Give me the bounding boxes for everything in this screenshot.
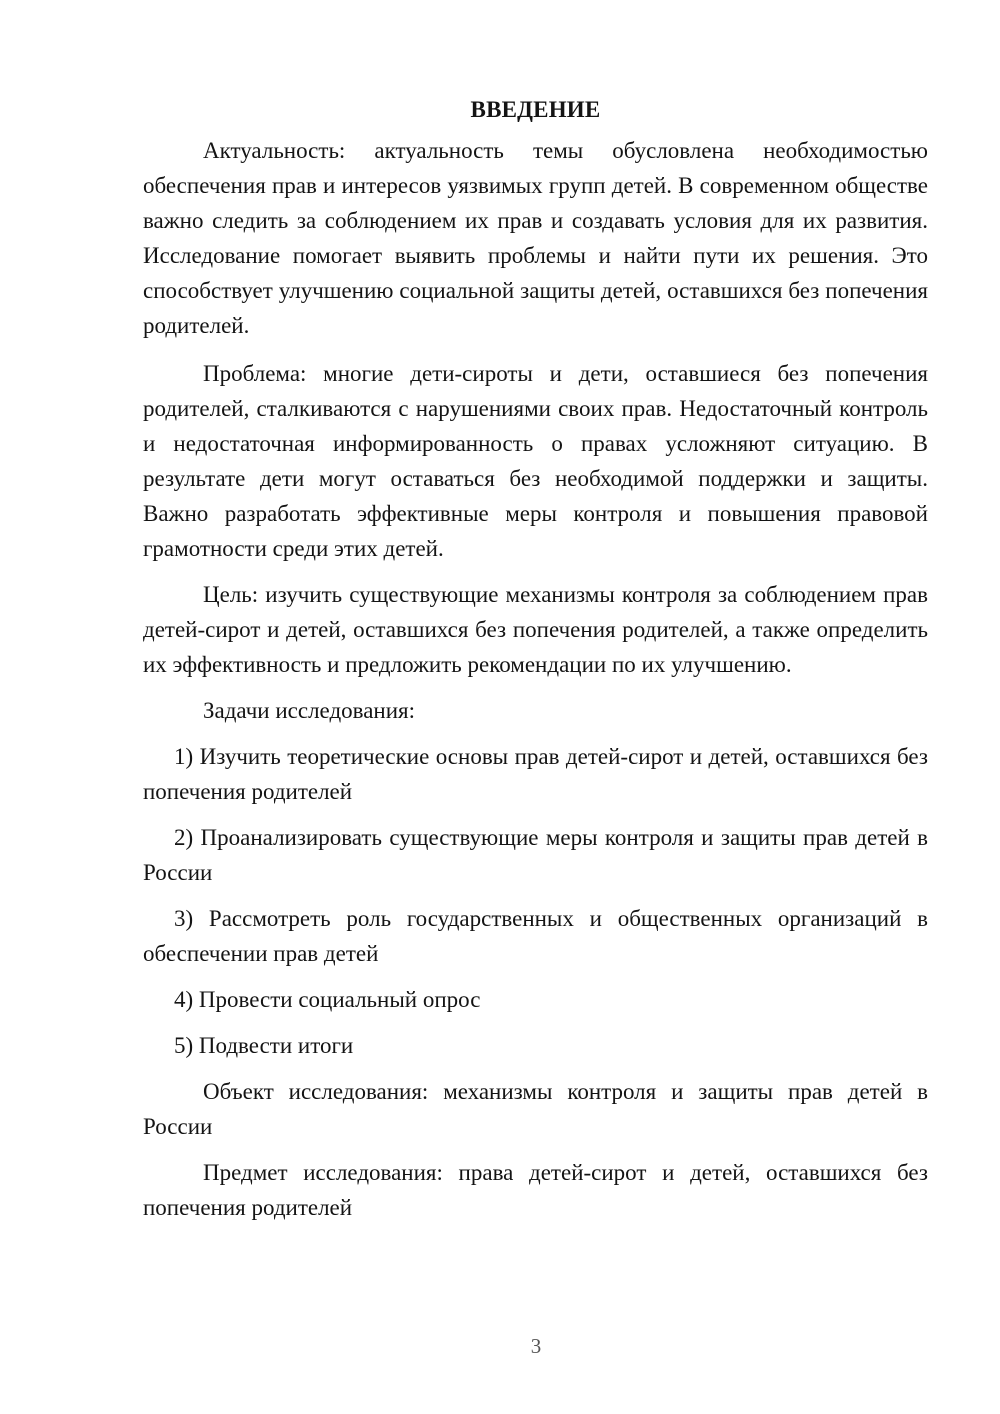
page-title: ВВЕДЕНИЕ [470,97,601,122]
goal-paragraph: Цель: изучить существующие механизмы контроля за соблюдением прав детей-сирот и детей, оставшихся без попечения родителей, а также определить их эффективность и предложить рекомендации по их улучшению. [143,582,928,677]
object-paragraph: Объект исследования: механизмы контроля и защиты прав детей в России [143,1079,928,1139]
tasks-heading: Задачи исследования: [203,698,416,723]
subject-paragraph: Предмет исследования: права детей-сирот и детей, оставшихся без попечения родителей [143,1160,928,1220]
task-item: 5) Подвести итоги [174,1033,354,1058]
relevance-paragraph: Актуальность: актуальность темы обусловлена необходимостью обеспечения прав и интересов уязвимых групп детей. В современном обществе важно следить за соблюдением их прав и создавать условия для их развития. Исследование помогает выявить проблемы и найти пути их решения. Это способствует улучшению социальной защиты детей, оставшихся без попечения родителей. [143,138,928,338]
problem-paragraph: Проблема: многие дети-сироты и дети, оставшиеся без попечения родителей, сталкиваются с нарушениями своих прав. Недостаточный контроль и недостаточная информированность о правах усложняют ситуацию. В результате дети могут оставаться без необходимой поддержки и защиты. Важно разработать эффективные меры контроля и повышения правовой грамотности среди этих детей. [143,361,928,561]
task-item: 1) Изучить теоретические основы прав детей-сирот и детей, оставшихся без попечения родителей [143,744,928,804]
task-item: 3) Рассмотреть роль государственных и общественных организаций в обеспечении прав детей [143,906,928,966]
page-content [143,92,928,1236]
task-item: 4) Провести социальный опрос [174,987,481,1012]
task-item: 2) Проанализировать существующие меры контроля и защиты прав детей в России [143,825,928,885]
page-number: 3 [530,1334,542,1358]
